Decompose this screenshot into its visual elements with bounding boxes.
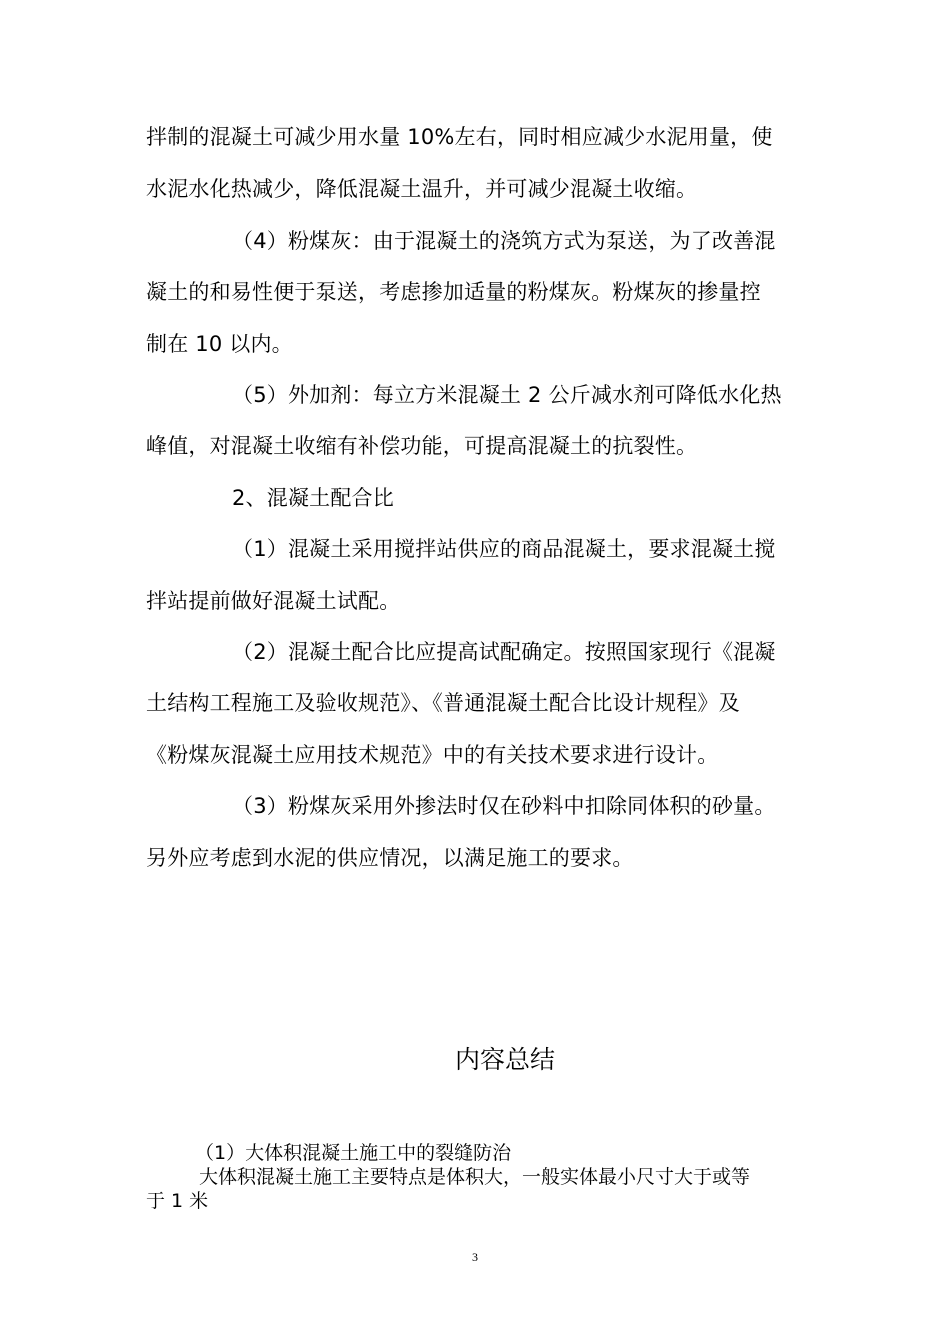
body-line-15: 另外应考虑到水泥的供应情况，以满足施工的要求。 (146, 846, 634, 870)
body-line-14: （3）粉煤灰采用外掺法时仅在砂料中扣除同体积的砂量。 (232, 794, 776, 818)
summary-item-text-line-1: 大体积混凝土施工主要特点是体积大，一般实体最小尺寸大于或等 (199, 1166, 751, 1188)
body-line-5: 制在 10 以内。 (146, 332, 293, 356)
page-number: 3 (472, 1250, 478, 1264)
body-line-12: 土结构工程施工及验收规范》、《普通混凝土配合比设计规程》及 (146, 691, 740, 715)
body-line-9: （1）混凝土采用搅拌站供应的商品混凝土，要求混凝土搅 (232, 537, 776, 561)
body-line-13: 《粉煤灰混凝土应用技术规范》中的有关技术要求进行设计。 (146, 743, 719, 767)
body-line-1: 拌制的混凝土可减少用水量 10%左右，同时相应减少水泥用量，使 (146, 125, 773, 149)
body-line-10: 拌站提前做好混凝土试配。 (146, 589, 401, 613)
summary-item-heading: （1）大体积混凝土施工中的裂缝防治 (195, 1142, 512, 1164)
body-line-3: （4）粉煤灰：由于混凝土的浇筑方式为泵送，为了改善混 (232, 229, 776, 253)
body-line-11: （2）混凝土配合比应提高试配确定。按照国家现行《混凝 (232, 640, 776, 664)
summary-item-text-line-2: 于 1 米 (146, 1190, 209, 1212)
body-line-7: 峰值，对混凝土收缩有补偿功能，可提高混凝土的抗裂性。 (146, 434, 698, 458)
body-line-6: （5）外加剂：每立方米混凝土 2 公斤减水剂可降低水化热 (232, 383, 782, 407)
section-heading-mix-ratio: 2、混凝土配合比 (232, 486, 394, 510)
body-line-4: 凝土的和易性便于泵送，考虑掺加适量的粉煤灰。粉煤灰的掺量控 (146, 280, 761, 304)
summary-title: 内容总结 (454, 1045, 555, 1074)
body-line-2: 水泥水化热减少，降低混凝土温升，并可减少混凝土收缩。 (146, 177, 698, 201)
